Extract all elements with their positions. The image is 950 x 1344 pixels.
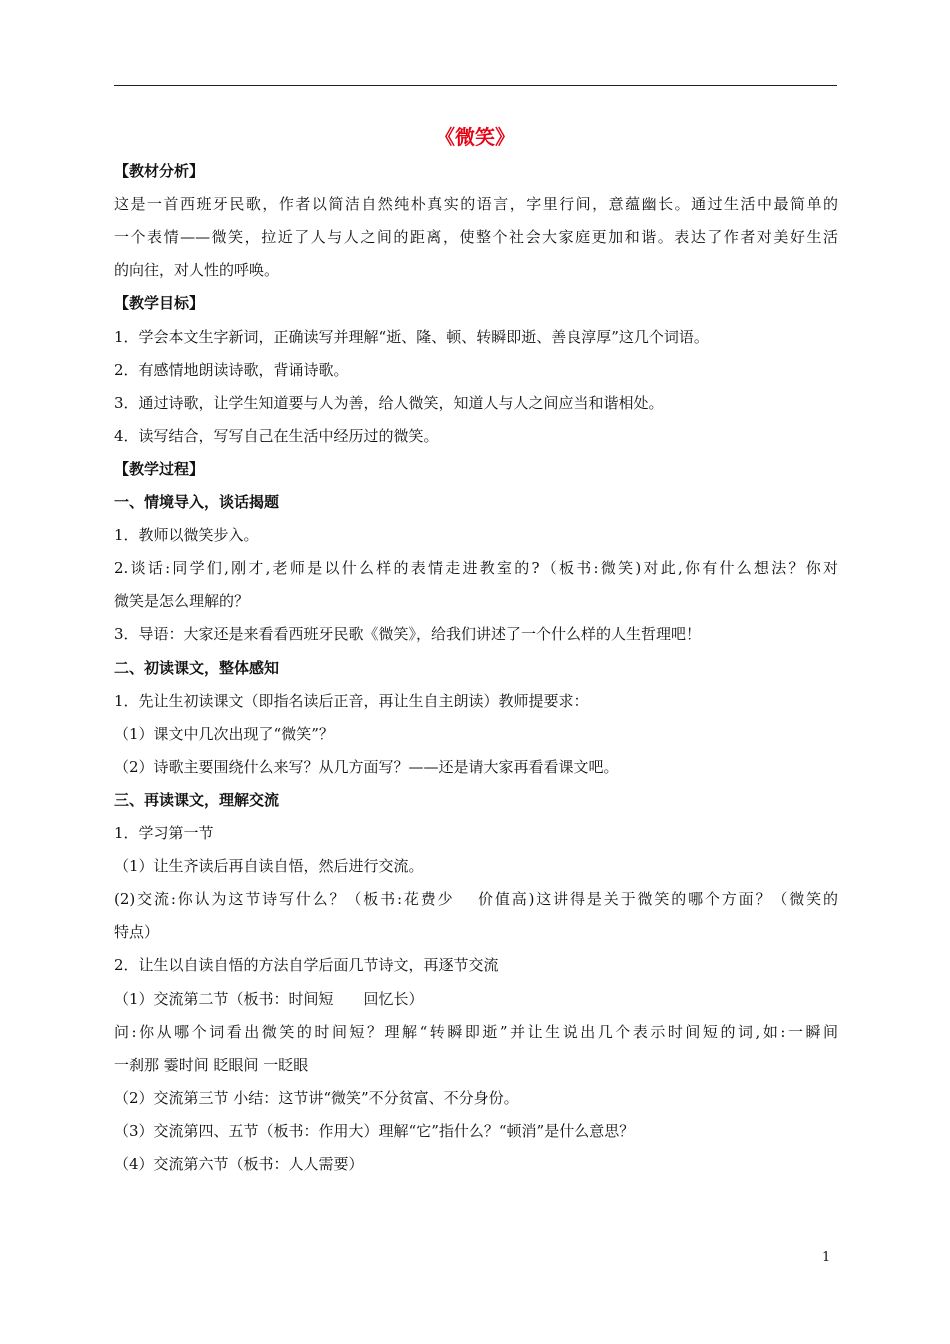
text-line: 2．让生以自读自悟的方法自学后面几节诗文，再逐节交流: [114, 956, 499, 975]
text-line: 的向往，对人性的呼唤。: [114, 261, 280, 280]
text-line: 1．先让生初读课文（即指名读后正音，再让生自主朗读）教师提要求：: [114, 691, 589, 710]
text-line: （1）让生齐读后再自读自悟，然后进行交流。: [114, 857, 424, 876]
document-title: 《微笑》: [435, 125, 515, 149]
text-line: （3）交流第四、五节（板书：作用大）理解“它”指什么？“顿消”是什么意思？: [114, 1121, 635, 1140]
text-line: 这是一首西班牙民歌，作者以简洁自然纯朴真实的语言，字里行间，意蕴幽长。通过生活中最简单的: [114, 195, 838, 214]
text-line: (2)交流:你认为这节诗写什么？（板书:花费少 价值高)这讲得是关于微笑的哪个方面？（微笑的: [114, 890, 838, 909]
header-rule: [114, 85, 837, 86]
text-line: 一个表情——微笑，拉近了人与人之间的距离，使整个社会大家庭更加和谐。表达了作者对美好生活: [114, 228, 838, 247]
text-line: 3．导语：大家还是来看看西班牙民歌《微笑》，给我们讲述了一个什么样的人生哲理吧！: [114, 625, 702, 644]
section-heading: 一、情境导入，谈话揭题: [114, 493, 280, 511]
text-line: 2.谈话:同学们,刚才,老师是以什么样的表情走进教室的?（板书:微笑)对此,你有什么想法？你对: [114, 559, 838, 578]
text-line: （2）诗歌主要围绕什么来写？从几方面写？——还是请大家再看看课文吧。: [114, 757, 619, 776]
section-heading: 【教学过程】: [114, 459, 205, 478]
text-line: 1．教师以微笑步入。: [114, 526, 259, 545]
text-line: （2）交流第三节 小结：这节讲“微笑”不分贫富、不分身份。: [114, 1088, 519, 1107]
text-line: 特点）: [114, 923, 160, 942]
text-line: （1）课文中几次出现了“微笑”？: [114, 724, 334, 743]
text-line: 4．读写结合，写写自己在生活中经历过的微笑。: [114, 426, 439, 445]
text-line: 一刹那 霎时间 眨眼间 一眨眼: [114, 1055, 309, 1074]
section-heading: 【教材分析】: [114, 162, 205, 180]
text-line: 1．学会本文生字新词，正确读写并理解“逝、隆、顿、转瞬即逝、善良淳厚”这几个词语。: [114, 327, 709, 346]
text-line: （1）交流第二节（板书：时间短 回忆长）: [114, 989, 424, 1008]
text-line: 微笑是怎么理解的？: [114, 592, 250, 611]
section-heading: 二、初读课文，整体感知: [114, 658, 280, 677]
text-line: 问:你从哪个词看出微笑的时间短？理解“转瞬即逝”并让生说出几个表示时间短的词,如:一瞬间: [114, 1022, 838, 1041]
text-line: 2．有感情地朗读诗歌，背诵诗歌。: [114, 360, 349, 379]
text-line: 3．通过诗歌，让学生知道要与人为善，给人微笑，知道人与人之间应当和谐相处。: [114, 393, 664, 412]
page-number: 1: [822, 1250, 831, 1265]
section-heading: 【教学目标】: [114, 294, 205, 313]
text-line: （4）交流第六节（板书：人人需要）: [114, 1155, 364, 1173]
section-heading: 三、再读课文，理解交流: [114, 790, 280, 809]
text-line: 1．学习第一节: [114, 824, 214, 842]
